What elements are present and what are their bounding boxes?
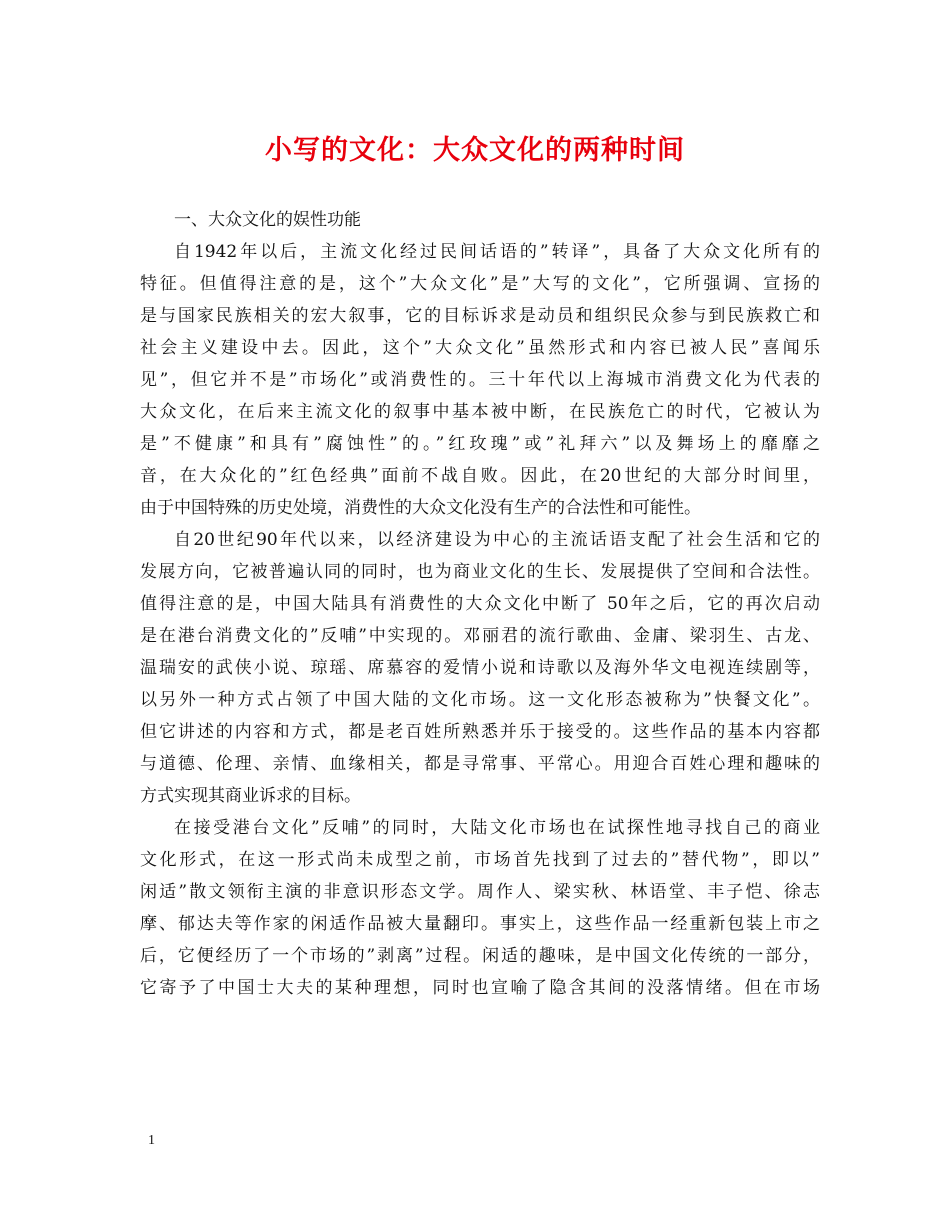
- paragraph-line: 它寄予了中国士大夫的某种理想，同时也宣喻了隐含其间的没落情绪。但在市场: [140, 978, 820, 998]
- paragraph-line: 但它讲述的内容和方式，都是老百姓所熟悉并乐于接受的。这些作品的基本内容都: [140, 722, 820, 742]
- paragraph-line: 闲适”散文领衔主演的非意识形态文学。周作人、梁实秋、林语堂、丰子恺、徐志: [140, 882, 820, 902]
- paragraph-line: 是与国家民族相关的宏大叙事，它的目标诉求是动员和组织民众参与到民族救亡和: [140, 306, 820, 326]
- section-heading: 一、大众文化的娱性功能: [174, 210, 361, 230]
- paragraph-line: 发展方向，它被普遍认同的同时，也为商业文化的生长、发展提供了空间和合法性。: [140, 562, 820, 582]
- paragraph-line: 大众文化，在后来主流文化的叙事中基本被中断，在民族危亡的时代，它被认为: [140, 402, 820, 422]
- paragraph-line: 与道德、伦理、亲情、血缘相关，都是寻常事、平常心。用迎合百姓心理和趣味的: [140, 754, 820, 774]
- document-title: 小写的文化：大众文化的两种时间: [265, 135, 685, 166]
- paragraph-line: 社会主义建设中去。因此，这个”大众文化”虽然形式和内容已被人民”喜闻乐: [140, 338, 820, 358]
- paragraph-line: 后，它便经历了一个市场的”剥离”过程。闲适的趣味，是中国文化传统的一部分，: [140, 946, 820, 966]
- page-number: 1: [148, 1133, 155, 1148]
- paragraph-line: 音，在大众化的”红色经典”面前不战自败。因此，在20世纪的大部分时间里，: [140, 466, 820, 486]
- paragraph-line: 自20世纪90年代以来，以经济建设为中心的主流话语支配了社会生活和它的: [174, 530, 820, 550]
- paragraph-line: 方式实现其商业诉求的目标。: [140, 786, 361, 806]
- paragraph-line: 特征。但值得注意的是，这个”大众文化”是”大写的文化”，它所强调、宣扬的: [140, 274, 820, 294]
- paragraph-line: 以另外一种方式占领了中国大陆的文化市场。这一文化形态被称为”快餐文化”。: [140, 690, 820, 710]
- paragraph-line: 见”，但它并不是”市场化”或消费性的。三十年代以上海城市消费文化为代表的: [140, 370, 820, 390]
- paragraph-line: 是在港台消费文化的”反哺”中实现的。邓丽君的流行歌曲、金庸、梁羽生、古龙、: [140, 626, 820, 646]
- paragraph-line: 由于中国特殊的历史处境，消费性的大众文化没有生产的合法性和可能性。: [140, 498, 701, 518]
- document-body: [140, 204, 820, 1004]
- paragraph-line: 摩、郁达夫等作家的闲适作品被大量翻印。事实上，这些作品一经重新包装上市之: [140, 914, 820, 934]
- paragraph-line: 是”不健康”和具有”腐蚀性”的。”红玫瑰”或”礼拜六”以及舞场上的靡靡之: [140, 434, 820, 454]
- paragraph-line: 在接受港台文化”反哺”的同时，大陆文化市场也在试探性地寻找自己的商业: [174, 818, 820, 838]
- paragraph-line: 温瑞安的武侠小说、琼瑶、席慕容的爱情小说和诗歌以及海外华文电视连续剧等，: [140, 658, 820, 678]
- paragraph-line: 文化形式，在这一形式尚未成型之前，市场首先找到了过去的”替代物”，即以”: [140, 850, 820, 870]
- paragraph-line: 自1942年以后，主流文化经过民间话语的”转译”，具备了大众文化所有的: [174, 242, 820, 262]
- paragraph-line: 值得注意的是，中国大陆具有消费性的大众文化中断了 50年之后，它的再次启动: [140, 594, 820, 614]
